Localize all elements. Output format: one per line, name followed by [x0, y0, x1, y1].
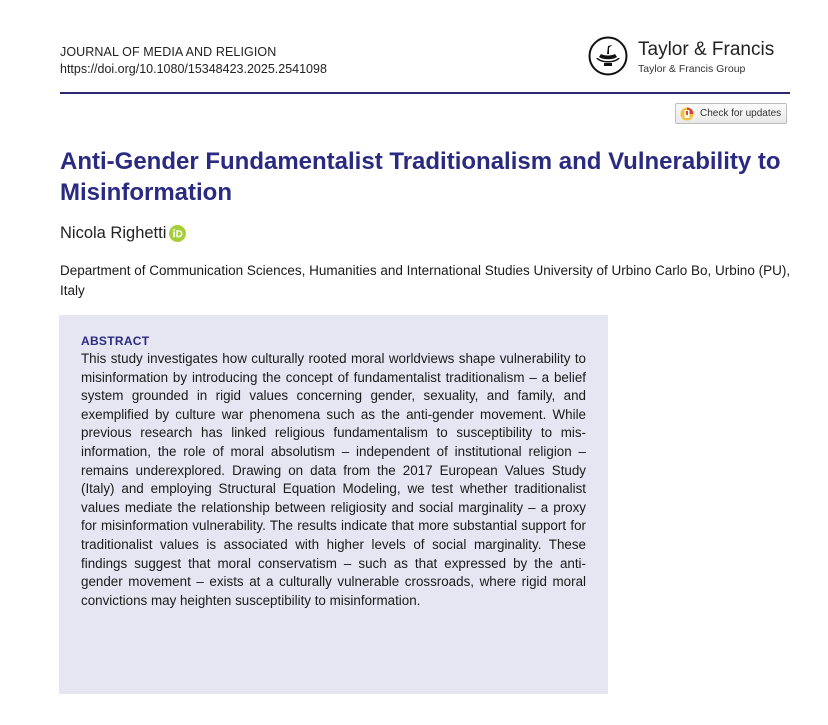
publisher-logo-block	[588, 32, 788, 82]
header-divider	[60, 92, 790, 94]
journal-name: JOURNAL OF MEDIA AND RELIGION	[60, 45, 277, 59]
article-title: Anti-Gender Fundamentalist Traditionalism and Vulnerability to Misinformation	[60, 148, 781, 206]
crossmark-icon	[680, 107, 694, 121]
abstract-body: This study investigates how culturally rooted moral worldviews shape vulnerability to misinformation by introducing the concept of fundamentalist traditionalism – a belief system grounded in rigid values concerning gender, sexuality, and family, and exemplified by culture war phenomena such as the anti-gender movement. While previous research has linked religious fundamentalism to susceptibility to misinformation, the role of moral absolutism – independent of institutional religion – remains underexplored. Drawing on data from the 2017 European Values Study (Italy) and employing Structural Equation Modeling, we test whether traditionalist values mediate the relationship between religiosity and social marginality – a proxy for misinformation vulnerability. The results indicate that more substantial support for traditionalist values is associated with higher levels of social marginality. These findings suggest that moral conservatism – such as that expressed by the anti-gender movement – exists at a culturally vulnerable crossroads, where rigid moral convictions may heighten susceptibility to misinformation.	[81, 351, 586, 608]
abstract-heading: ABSTRACT	[81, 334, 150, 348]
publisher-group: Taylor & Francis Group	[638, 63, 746, 75]
author-affiliation: Department of Communication Sciences, Humanities and International Studies University of Urbino Carlo Bo, Urbino (PU), Italy	[60, 263, 791, 298]
publisher-name: Taylor & Francis	[638, 39, 775, 60]
doi-link[interactable]: https://doi.org/10.1080/15348423.2025.2541098	[60, 62, 327, 76]
orcid-icon[interactable]	[169, 225, 186, 242]
author-line	[60, 224, 186, 243]
journal-header	[60, 44, 327, 78]
author-name[interactable]: Nicola Righetti	[60, 224, 167, 242]
taylor-francis-lamp-icon	[588, 36, 628, 76]
check-for-updates-button[interactable]	[675, 103, 787, 124]
check-for-updates-label: Check for updates	[700, 108, 782, 119]
